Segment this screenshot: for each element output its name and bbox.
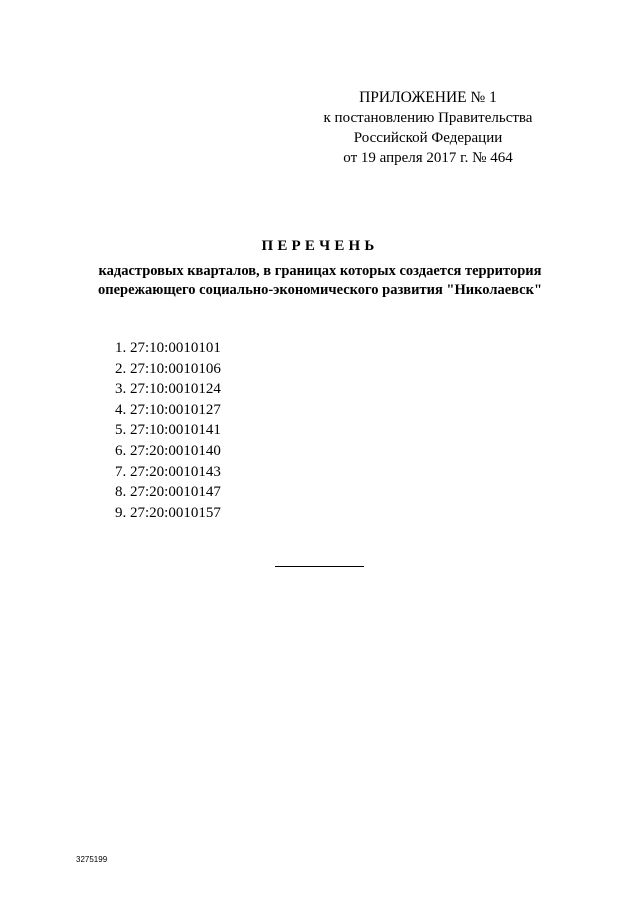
appendix-government-line: Российской Федерации xyxy=(353,130,503,146)
appendix-header xyxy=(300,88,556,168)
list-item: 5. 27:10:0010141 xyxy=(115,422,221,439)
appendix-number: ПРИЛОЖЕНИЕ № 1 xyxy=(359,89,497,106)
list-item: 6. 27:20:0010140 xyxy=(115,442,221,459)
document-id: 3275199 xyxy=(76,855,108,864)
list-item: 3. 27:10:0010124 xyxy=(115,381,221,398)
list-item: 7. 27:20:0010143 xyxy=(115,463,221,480)
appendix-date-line: от 19 апреля 2017 г. № 464 xyxy=(343,150,513,166)
end-divider xyxy=(275,566,364,567)
list-item: 1. 27:10:0010101 xyxy=(115,340,221,356)
document-title: ПЕРЕЧЕНЬ xyxy=(261,238,379,254)
list-item: 8. 27:20:0010147 xyxy=(115,484,221,501)
subtitle-line-1: кадастровых кварталов, в границах которых создается территория xyxy=(98,263,542,279)
list-item: 9. 27:20:0010157 xyxy=(115,504,221,521)
cadastral-quarter-list xyxy=(115,338,221,523)
list-item: 4. 27:10:0010127 xyxy=(115,401,221,418)
document-subtitle xyxy=(60,262,580,300)
subtitle-line-2: опережающего социально-экономического развития "Николаевск" xyxy=(98,282,542,298)
list-item: 2. 27:10:0010106 xyxy=(115,360,221,377)
appendix-resolution-line: к постановлению Правительства xyxy=(323,110,533,126)
